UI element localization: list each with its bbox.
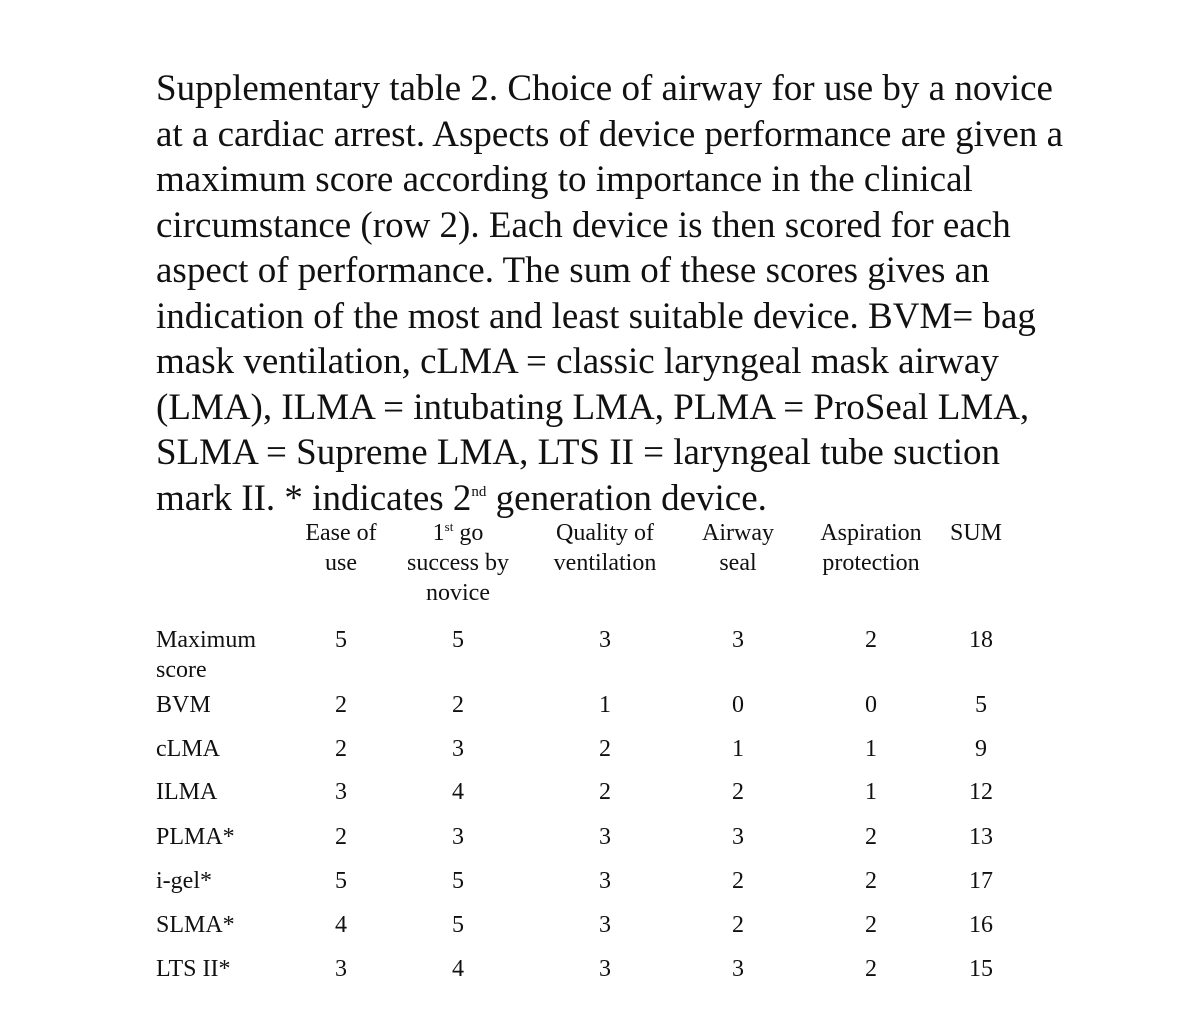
header-text: protection xyxy=(822,550,920,576)
header-text: novice xyxy=(426,580,490,606)
row-label-text: LTS II* xyxy=(156,956,231,982)
table-cell: 1 xyxy=(865,779,877,805)
table-cell: 2 xyxy=(452,692,464,718)
table-cell: 3 xyxy=(599,956,611,982)
table-cell: 2 xyxy=(599,779,611,805)
table-cell: 15 xyxy=(969,956,993,982)
table-cell: 0 xyxy=(865,692,877,718)
table-row xyxy=(156,777,1056,821)
row-label xyxy=(156,866,212,896)
header-text: SUM xyxy=(949,520,1003,546)
header-text: go xyxy=(453,520,484,546)
table-cell: 3 xyxy=(732,627,744,653)
header-text: Quality of xyxy=(556,520,654,546)
table-row xyxy=(156,625,1056,683)
table-cell: 3 xyxy=(452,736,464,762)
row-label-text: score xyxy=(156,657,207,683)
header-text: 1 xyxy=(432,520,445,546)
table-cell: 3 xyxy=(335,779,347,805)
header-quality-of-ventilation xyxy=(540,518,670,578)
table-cell: 1 xyxy=(599,692,611,718)
caption-line: indication of the most and least suitable device. BVM= bag xyxy=(156,295,1036,337)
row-label-text: i-gel* xyxy=(156,868,212,894)
table-row xyxy=(156,734,1056,778)
header-sum xyxy=(941,518,1011,548)
row-label xyxy=(156,954,230,984)
caption-line: circumstance (row 2). Each device is then scored for each xyxy=(156,204,1011,246)
table-cell: 5 xyxy=(975,692,987,718)
table-cell: 17 xyxy=(969,868,993,894)
caption-line: at a cardiac arrest. Aspects of device performance are given a xyxy=(156,113,1064,155)
caption-superscript: nd xyxy=(471,483,487,500)
table-cell: 3 xyxy=(599,627,611,653)
table-cell: 2 xyxy=(865,956,877,982)
table-cell: 4 xyxy=(335,912,347,938)
header-text: Aspiration xyxy=(820,520,922,546)
table-cell: 2 xyxy=(732,779,744,805)
row-label-text: BVM xyxy=(156,692,211,718)
row-label-text: PLMA* xyxy=(156,824,235,850)
row-label xyxy=(156,734,220,764)
table-cell: 3 xyxy=(335,956,347,982)
table-cell: 5 xyxy=(335,627,347,653)
row-label xyxy=(156,625,256,685)
header-text: seal xyxy=(719,550,757,576)
table-row xyxy=(156,954,1056,998)
table-cell: 3 xyxy=(599,868,611,894)
caption-line: SLMA = Supreme LMA, LTS II = laryngeal tube suction xyxy=(156,432,1000,473)
table-cell: 9 xyxy=(975,736,987,762)
header-superscript: st xyxy=(444,519,454,534)
table-cell: 2 xyxy=(335,736,347,762)
row-label xyxy=(156,777,217,807)
caption-line: mask ventilation, cLMA = classic laryngeal mask airway xyxy=(156,341,999,382)
table-cell: 3 xyxy=(452,824,464,850)
caption-line: aspect of performance. The sum of these scores gives an xyxy=(156,250,990,291)
table-cell: 5 xyxy=(452,627,464,653)
row-label xyxy=(156,822,235,852)
table-row xyxy=(156,690,1056,734)
row-label xyxy=(156,910,235,940)
table-cell: 2 xyxy=(335,692,347,718)
table-cell: 2 xyxy=(865,824,877,850)
table-cell: 1 xyxy=(865,736,877,762)
table-row xyxy=(156,910,1056,954)
table-cell: 2 xyxy=(599,736,611,762)
table-cell: 3 xyxy=(599,912,611,938)
caption-line: mark II. * indicates 2 xyxy=(156,477,472,519)
table-cell: 2 xyxy=(865,627,877,653)
header-text: use xyxy=(325,550,357,576)
table-cell: 2 xyxy=(865,868,877,894)
caption-line: Supplementary table 2. Choice of airway for use by a novice xyxy=(156,68,1053,109)
header-text: ventilation xyxy=(553,550,657,576)
table-cell: 5 xyxy=(335,868,347,894)
row-label-text: ILMA xyxy=(156,779,218,805)
table-cell: 2 xyxy=(732,868,744,894)
header-text: Ease of xyxy=(305,520,377,546)
table-cell: 4 xyxy=(452,779,464,805)
row-label-text: Maximum xyxy=(156,627,256,653)
table-cell: 5 xyxy=(452,868,464,894)
table-cell: 12 xyxy=(969,779,993,805)
table-cell: 3 xyxy=(599,824,611,850)
table-cell: 4 xyxy=(452,956,464,982)
table-cell: 5 xyxy=(452,912,464,938)
row-label xyxy=(156,690,211,720)
table-cell: 2 xyxy=(335,824,347,850)
header-text: Airway xyxy=(702,520,774,546)
table-cell: 3 xyxy=(732,824,744,850)
table-caption xyxy=(156,66,1136,521)
table-row xyxy=(156,822,1056,866)
table-cell: 1 xyxy=(732,736,744,762)
table-cell: 18 xyxy=(969,627,993,653)
row-label-text: cLMA xyxy=(156,736,220,762)
header-first-go-success xyxy=(393,518,523,608)
table-cell: 0 xyxy=(732,692,744,718)
table-cell: 3 xyxy=(732,956,744,982)
header-text: success by xyxy=(407,550,509,576)
header-airway-seal xyxy=(683,518,793,578)
table-cell: 16 xyxy=(969,912,993,938)
caption-line: maximum score according to importance in the clinical xyxy=(156,159,973,200)
table-cell: 13 xyxy=(969,824,993,850)
caption-line: generation device. xyxy=(486,477,767,519)
row-label-text: SLMA* xyxy=(156,912,235,938)
table-cell: 2 xyxy=(865,912,877,938)
header-ease-of-use xyxy=(286,518,396,578)
table-row xyxy=(156,866,1056,910)
header-aspiration-protection xyxy=(806,518,936,578)
caption-line: (LMA), ILMA = intubating LMA, PLMA = ProSeal LMA, xyxy=(156,386,1030,428)
table-cell: 2 xyxy=(732,912,744,938)
